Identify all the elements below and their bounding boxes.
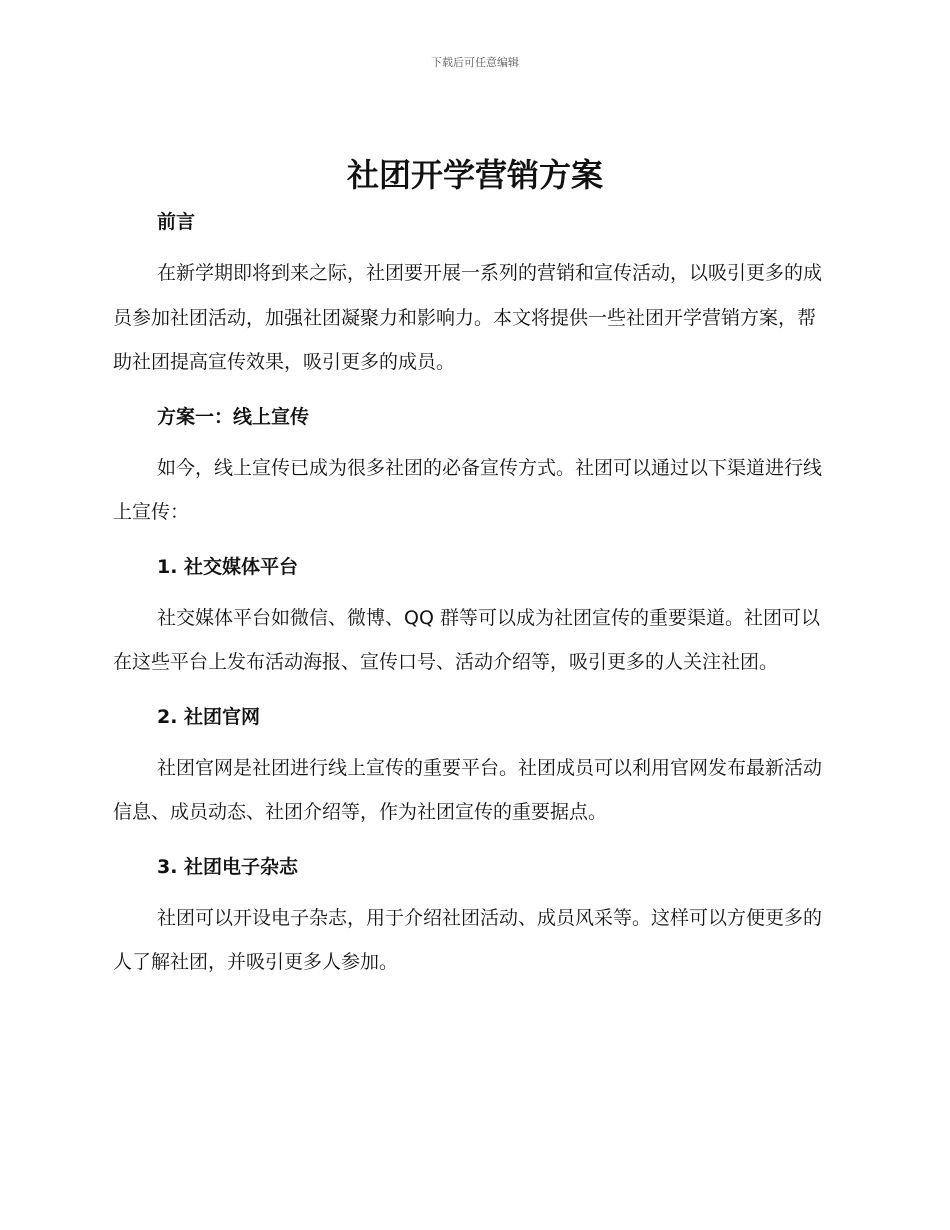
- paragraph-item2: 社团官网是社团进行线上宣传的重要平台。社团成员可以利用官网发布最新活动信息、成员动态、社团介绍等，作为社团宣传的重要据点。: [113, 756, 823, 823]
- section-heading-plan1: 方案一：线上宣传: [157, 405, 310, 428]
- section-heading-item3: 3. 社团电子杂志: [157, 855, 299, 878]
- paragraph-item3: 社团可以开设电子杂志，用于介绍社团活动、成员风采等。这样可以方便更多的人了解社团，并吸引更多人参加。: [113, 906, 823, 973]
- document-body: [113, 205, 833, 985]
- section-heading-item1: 1. 社交媒体平台: [157, 555, 299, 578]
- section-heading-item2: 2. 社团官网: [157, 705, 261, 728]
- paragraph-plan1: 如今，线上宣传已成为很多社团的必备宣传方式。社团可以通过以下渠道进行线上宣传：: [113, 456, 823, 523]
- header-note: 下载后可任意编辑: [431, 56, 519, 69]
- section-heading-preface: 前言: [157, 211, 196, 233]
- paragraph-item1: 社交媒体平台如微信、微博、QQ 群等可以成为社团宣传的重要渠道。社团可以在这些平台上发布活动海报、宣传口号、活动介绍等，吸引更多的人关注社团。: [113, 606, 820, 673]
- document-title: 社团开学营销方案: [346, 156, 603, 194]
- paragraph-preface: 在新学期即将到来之际，社团要开展一系列的营销和宣传活动，以吸引更多的成员参加社团活动，加强社团凝聚力和影响力。本文将提供一些社团开学营销方案，帮助社团提高宣传效果，吸引更多的成员。: [113, 262, 823, 373]
